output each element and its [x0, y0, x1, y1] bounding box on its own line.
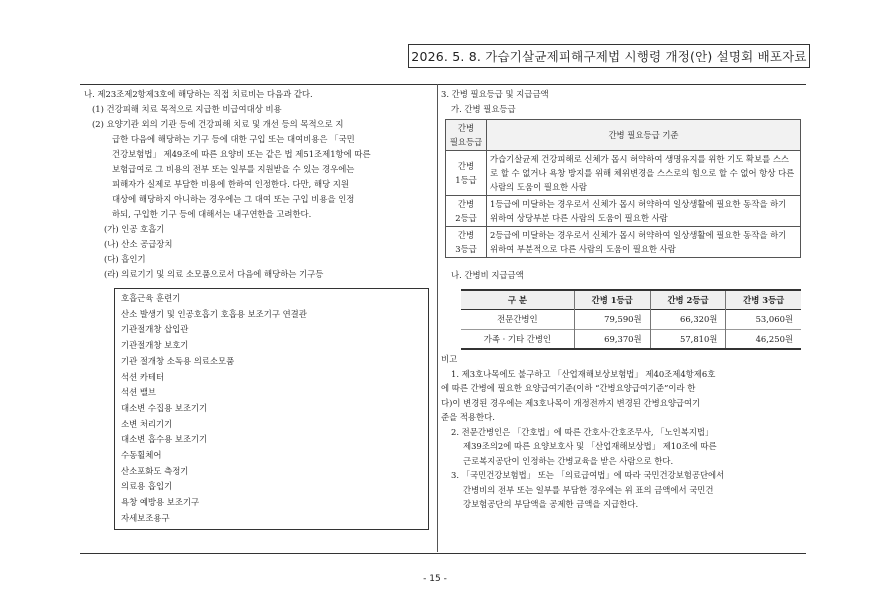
device-item: 석션 밸브	[121, 387, 157, 398]
table-cell: 57,810원	[650, 329, 726, 349]
device-item: 수동휠체어	[121, 450, 162, 461]
table-row	[446, 196, 801, 227]
device-item: 기관절개창 보호기	[121, 340, 189, 351]
item-1: (1) 건강피해 치료 목적으로 지급한 비급여대상 비용	[92, 104, 282, 114]
device-item: 석션 카테터	[121, 371, 165, 382]
table-header-cell: 간병 필요등급	[446, 120, 487, 151]
table-header-cell: 구 분	[461, 290, 574, 310]
device-item: 의료용 흡입기	[121, 481, 173, 492]
note-line: 제39조의2에 따른 요양보호사 및 「산업재해보상법」 제10조에 따른	[463, 441, 717, 451]
grade-cell: 간병 1등급	[446, 151, 487, 196]
subitem-da: (다) 흡인기	[104, 254, 146, 264]
column-divider	[437, 84, 438, 552]
note-2	[441, 425, 803, 469]
device-item: 산소포화도 측정기	[121, 465, 189, 476]
grade-desc-cell: 1등급에 미달하는 경우로서 신체가 몹시 허약하여 일상생활에 필요한 동작을 하기 위하여 상당부분 다른 사람의 도움이 필요한 사람	[487, 196, 801, 227]
note-line: 3. 「국민건강보험법」 또는 「의료급여법」에 따라 국민건강보험공단에서	[451, 470, 725, 480]
table-cell: 69,370원	[574, 329, 650, 349]
device-item: 대소변 수집용 보조기기	[121, 402, 208, 413]
note-line: 근로복지공단이 인정하는 간병교육을 받은 사람으로 한다.	[463, 455, 674, 466]
item-2-line: (2) 요양기관 외의 기관 등에 건강피해 치료 및 개선 등의 목적으로 지	[92, 119, 344, 129]
table-cell: 66,320원	[650, 310, 726, 330]
grade-desc-cell: 2등급에 미달하는 경우로서 신체가 몹시 허약하여 일상생활에 필요한 동작을 하기 위하여 부분적으로 다른 사람의 도움이 필요한 사람	[487, 227, 801, 258]
device-item: 소변 처리기기	[121, 418, 173, 429]
device-item: 자세보조용구	[121, 512, 170, 523]
device-list-box	[114, 288, 429, 530]
note-1	[441, 367, 803, 425]
table-header-cell: 간병 필요등급 기준	[487, 120, 801, 151]
subitem-ra: (라) 의료기기 및 의료 소모품으로서 다음에 해당하는 기구등	[104, 269, 324, 279]
note-line: 간병비의 전부 또는 일부를 부담한 경우에는 위 표의 금액에서 국민건	[463, 484, 714, 495]
note-line: 2. 전문간병인은 「간호법」에 따른 간호사·간호조무사, 「노인복지법」	[451, 426, 714, 437]
item-2	[84, 117, 434, 222]
table-row	[461, 329, 801, 349]
device-item: 산소 발생기 및 인공호흡기 호흡용 보조기구 연결관	[121, 308, 307, 319]
table-cell: 79,590원	[574, 310, 650, 330]
table-row	[446, 151, 801, 196]
device-item: 호흡근육 훈련기	[121, 293, 181, 303]
note-line: 강보험공단의 부담액을 공제한 금액을 지급한다.	[463, 499, 639, 509]
table-cell: 가족 · 기타 간병인	[461, 329, 574, 349]
table-cell: 53,060원	[726, 310, 801, 330]
right-column	[441, 87, 803, 512]
left-heading: 나. 제23조제2항제3호에 해당하는 직접 치료비는 다음과 같다.	[84, 89, 313, 99]
table-cell: 46,250원	[726, 329, 801, 349]
item-2-line: 피해자가 실제로 부담한 비용에 한하여 인정한다. 다만, 해당 지원	[112, 179, 349, 189]
care-amount-table	[461, 289, 801, 351]
subitem-ga: (가) 인공 호흡기	[104, 224, 165, 234]
grade-desc-cell: 가습기살균제 건강피해로 신체가 몹시 허약하여 생명유지를 위한 기도 확보를 스스로 할 수 없거나 욕창 방지를 위해 체위변경을 스스로의 힘으로 할 수 없어 항상 다른 사람의 도움이 필요한 사람	[487, 151, 801, 196]
note-3	[441, 468, 803, 512]
table-header-cell: 간병 3등급	[726, 290, 801, 310]
subheading-care-amount: 나. 간병비 지급금액	[451, 270, 524, 280]
note-line: 준을 적용한다.	[441, 412, 495, 422]
table-row	[446, 227, 801, 258]
item-2-line: 대상에 해당하지 아니하는 경우에는 그 대여 또는 구입 비용을 인정	[112, 194, 355, 204]
item-2-line: 하되, 구입한 기구 등에 대해서는 내구연한을 고려한다.	[112, 209, 312, 219]
grade-cell: 간병 2등급	[446, 196, 487, 227]
care-grade-table	[445, 119, 801, 258]
note-line: 1. 제3호나목에도 불구하고 「산업재해보상보험법」 제40조제4항제6호	[451, 368, 716, 379]
item-2-line: 급한 다음에 해당하는 기구 등에 대한 구입 또는 대여비용은 「국민	[112, 134, 355, 144]
subitem-na: (나) 산소 공급장치	[104, 239, 173, 249]
table-row	[461, 310, 801, 330]
table-header-row	[461, 290, 801, 310]
device-item: 기관 절개창 소독용 의료소모품	[121, 355, 235, 366]
note-line: 에 따른 간병에 필요한 요양급여기준(이하 “간병요양급여기준”이라 한	[441, 383, 696, 393]
device-item: 기관절개창 삽입관	[121, 324, 189, 335]
header-title: 2026. 5. 8. 가습기살균제피해구제법 시행령 개정(안) 설명회 배포자료	[411, 49, 807, 64]
grade-cell: 간병 3등급	[446, 227, 487, 258]
item-2-line: 보험급여로 그 비용의 전부 또는 일부를 지원받을 수 있는 경우에는	[112, 164, 355, 174]
item-2-line: 건강보험법」 제49조에 따른 요양비 또는 같은 법 제51조제1항에 따른	[112, 149, 371, 159]
device-item: 대소변 흡수용 보조기기	[121, 434, 208, 445]
note-line: 다)이 변경된 경우에는 제3호나목이 개정전까지 변경된 간병요양급여기	[441, 397, 701, 408]
table-header-cell: 간병 1등급	[574, 290, 650, 310]
subheading-care-grade: 가. 간병 필요등급	[451, 103, 516, 114]
note-title: 비고	[441, 354, 458, 364]
table-header-cell: 간병 2등급	[650, 290, 726, 310]
table-cell: 전문간병인	[461, 310, 574, 330]
table-header-row	[446, 120, 801, 151]
document-header	[408, 44, 810, 68]
page-number: - 15 -	[423, 574, 447, 584]
right-heading: 3. 간병 필요등급 및 지급금액	[441, 89, 549, 99]
left-column	[84, 87, 434, 530]
device-item: 욕창 예방용 보조기구	[121, 497, 200, 508]
